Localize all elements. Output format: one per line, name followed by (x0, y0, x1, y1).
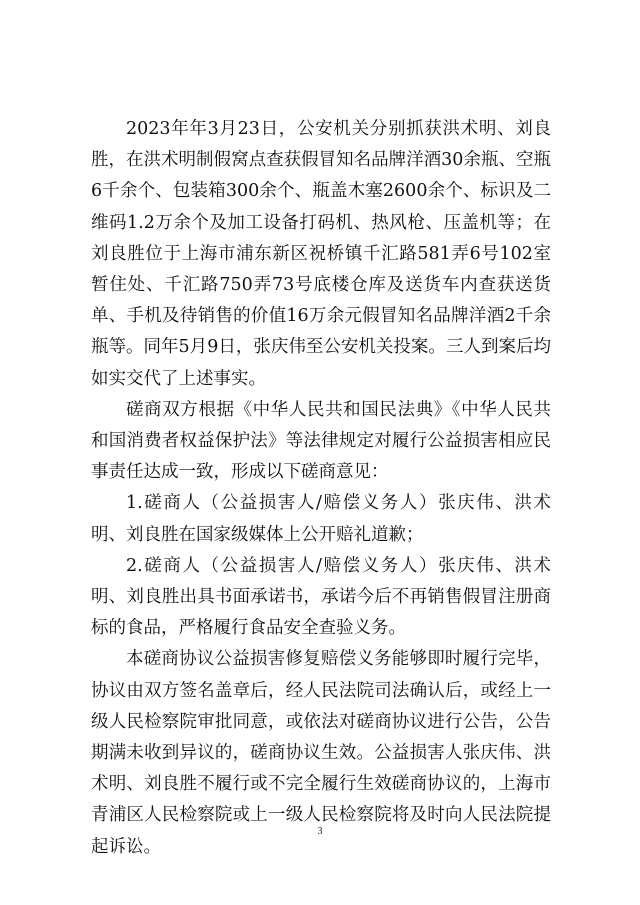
paragraph-item-commitment: 2.磋商人（公益损害人/赔偿义务人）张庆伟、洪术明、刘良胜出具书面承诺书，承诺今后不再销售假冒注册商标的食品，严格履行食品安全查验义务。 (91, 555, 551, 639)
paragraph-arrest-facts: 2023年年3月23日，公安机关分别抓获洪术明、刘良胜，在洪术明制假窝点查获假冒知名品牌洋酒30余瓶、空瓶6千余个、包装箱300余个、瓶盖木塞2600余个、标识及二维码1.2万余个及加工设备打码机、热风枪、压盖机等；在刘良胜位于上海市浦东新区祝桥镇千汇路581弄6号102室暂住处、千汇路750弄73号底楼仓库及送货车内查获送货单、手机及待销售的价值16万余元假冒知名品牌洋酒2千余瓶等。同年5月9日，张庆伟至公安机关投案。三人到案后均如实交代了上述事实。 (91, 119, 551, 389)
document-body (91, 114, 551, 863)
paragraph-consultation-basis: 磋商双方根据《中华人民共和国民法典》《中华人民共和国消费者权益保护法》等法律规定对履行公益损害相应民事责任达成一致，形成以下磋商意见： (91, 399, 551, 483)
paragraph-item-apology: 1.磋商人（公益损害人/赔偿义务人）张庆伟、洪术明、刘良胜在国家级媒体上公开赔礼道歉； (91, 493, 551, 545)
page-number: 3 (317, 826, 323, 837)
paragraph-agreement-effect: 本磋商协议公益损害修复赔偿义务能够即时履行完毕，协议由双方签名盖章后，经人民法院司法确认后，或经上一级人民检察院审批同意，或依法对磋商协议进行公告，公告期满未收到异议的，磋商协议生效。公益损害人张庆伟、洪术明、刘良胜不履行或不完全履行生效磋商协议的，上海市青浦区人民检察院或上一级人民检察院将及时向人民法院提起诉讼。 (91, 649, 551, 857)
